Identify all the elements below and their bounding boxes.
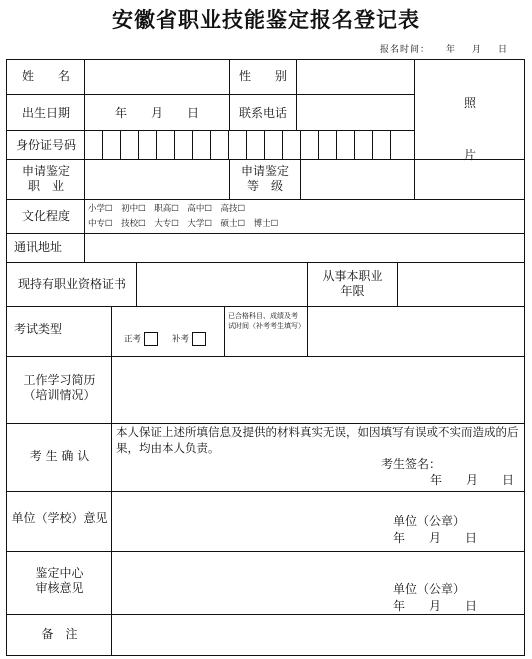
apply-level-field[interactable] <box>301 160 413 198</box>
apply-job-field[interactable] <box>85 160 228 198</box>
column-divider <box>224 306 225 356</box>
apply-job-line2: 职 业 <box>27 179 64 193</box>
id-digit-divider <box>210 130 211 159</box>
passed-subjects-field[interactable] <box>308 307 524 356</box>
phone-label: 联系电话 <box>238 106 287 120</box>
registration-month: 月 <box>472 45 483 55</box>
resume-line2: （培训情况） <box>23 388 96 402</box>
id-digit-divider <box>354 130 355 159</box>
education-label: 文化程度 <box>21 209 70 223</box>
birth-date-field[interactable]: 年 月 日 <box>114 106 199 120</box>
phone-field[interactable] <box>297 95 413 129</box>
address-label: 通讯地址 <box>14 240 63 254</box>
id-digit-divider <box>138 130 139 159</box>
gender-field[interactable] <box>297 60 413 94</box>
unit-opinion-date: 年 月 日 <box>393 531 478 545</box>
apply-level-line1: 申请鉴定 <box>240 164 289 178</box>
center-review-date: 年 月 日 <box>393 599 478 613</box>
id-digit-divider <box>264 130 265 159</box>
photo-label-bottom: 片 <box>463 148 476 162</box>
id-digit-divider <box>102 130 103 159</box>
id-digit-divider <box>336 130 337 159</box>
confirm-statement: 本人保证上述所填信息及提供的材料真实无误，如因填写有误或不实而造成的后果，均由本人负责。 <box>116 425 519 455</box>
years-label <box>308 269 397 299</box>
registration-date <box>380 42 508 55</box>
apply-level-label <box>230 164 300 194</box>
exam-type-label: 考试类型 <box>13 322 62 336</box>
page-title: 安徽省职业技能鉴定报名登记表 <box>112 8 420 32</box>
signature-label: 考生签名： <box>381 457 442 471</box>
photo-label-top: 照 <box>463 96 476 110</box>
id-digit-divider <box>390 130 391 159</box>
exam-normal-label: 正考 <box>124 334 142 345</box>
confirm-label: 考 生 确 认 <box>29 449 90 463</box>
years-line2: 年限 <box>340 284 365 298</box>
id-digit-divider <box>372 130 373 159</box>
birth-date-label: 出生日期 <box>21 106 70 120</box>
column-divider <box>111 306 112 356</box>
exam-normal-checkbox[interactable] <box>144 332 158 346</box>
id-digit-divider <box>156 130 157 159</box>
apply-job-line1: 申请鉴定 <box>21 164 70 178</box>
remarks-label: 备 注 <box>41 627 78 641</box>
id-digit-divider <box>192 130 193 159</box>
id-number-label: 身份证号码 <box>15 138 76 152</box>
id-digit-divider <box>228 130 229 159</box>
passed-subjects-note: 已合格科目、成绩及考试时间（补考考生填写） <box>228 312 305 330</box>
years-field[interactable] <box>398 263 524 306</box>
id-digit-divider <box>282 130 283 159</box>
unit-opinion-label: 单位（学校）意见 <box>11 511 108 525</box>
exam-normal-option[interactable] <box>124 332 158 348</box>
confirm-date: 年 月 日 <box>430 473 515 487</box>
id-digit-divider <box>318 130 319 159</box>
center-review-line1: 鉴定中心 <box>35 566 84 580</box>
exam-makeup-checkbox[interactable] <box>192 332 206 346</box>
id-digit-divider <box>174 130 175 159</box>
remarks-field[interactable] <box>112 615 524 655</box>
education-options-row1[interactable]: 小学☐ 初中☐ 职高☐ 高中☐ 高技☐ <box>88 204 246 214</box>
resume-label <box>8 373 111 403</box>
name-field[interactable] <box>85 60 228 94</box>
name-label: 姓 名 <box>21 69 70 83</box>
id-digit-divider <box>120 130 121 159</box>
apply-job-label <box>8 164 84 194</box>
resume-line1: 工作学习简历 <box>23 373 96 387</box>
photo-divider <box>414 59 415 199</box>
center-review-line2: 审核意见 <box>35 581 84 595</box>
certificate-field[interactable] <box>137 263 306 306</box>
center-review-label <box>8 566 111 596</box>
id-digit-divider <box>300 130 301 159</box>
registration-day: 日 <box>498 45 509 55</box>
apply-level-line2: 等 级 <box>246 179 283 193</box>
exam-makeup-label: 补考 <box>172 334 190 345</box>
unit-seal-label: 单位（公章） <box>393 514 466 528</box>
years-line1: 从事本职业 <box>322 269 383 283</box>
exam-makeup-option[interactable] <box>172 332 206 348</box>
resume-field[interactable] <box>112 357 524 423</box>
center-seal-label: 单位（公章） <box>393 582 466 596</box>
registration-date-label: 报名时间： <box>380 45 431 55</box>
id-digit-divider <box>246 130 247 159</box>
education-options-row2[interactable]: 中专☐ 技校☐ 大专☐ 大学☐ 硕士☐ 博士☐ <box>88 219 279 229</box>
certificate-label: 现持有职业资格证书 <box>17 277 126 291</box>
registration-year: 年 <box>446 45 457 55</box>
gender-label: 性 别 <box>238 69 287 83</box>
address-field[interactable] <box>85 234 524 262</box>
